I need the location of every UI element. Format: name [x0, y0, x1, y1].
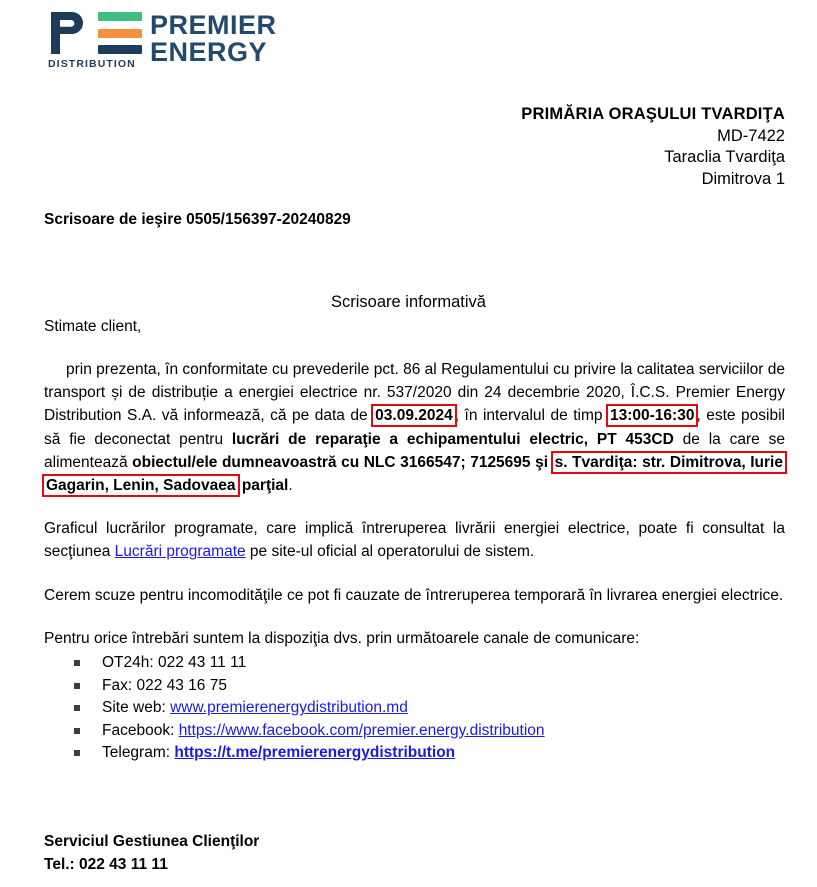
contact-value: 022 43 11 11	[158, 654, 247, 672]
paragraph-apology: Cerem scuze pentru incomodităţile ce pot fi cauzate de întreruperea temporară în livrarea energiei electrice.	[44, 586, 784, 604]
paragraph-notification	[44, 358, 785, 497]
recipient-street: Dimitrova 1	[701, 169, 785, 188]
logo-wordmark-line1: PREMIER	[150, 10, 277, 40]
logo-letter-p-icon	[48, 10, 94, 56]
recipient-organization: PRIMĂRIA ORAŞULUI TVARDIŢA	[521, 105, 785, 123]
highlight-outage-time: 13:00-16:30	[610, 407, 695, 425]
outgoing-letter-reference: Scrisoare de ieşire 0505/156397-20240829	[44, 211, 351, 228]
logo-distribution-text: DISTRIBUTION	[48, 58, 136, 70]
premier-energy-logo-mark	[44, 8, 142, 70]
recipient-locality: Taraclia Tvardiţa	[664, 148, 785, 166]
letterhead-logo	[44, 8, 277, 70]
logo-bar-orange	[98, 29, 142, 38]
square-bullet-icon	[74, 705, 80, 711]
paragraph1-bold-works: lucrări de reparaţie a echipamentului electric, PT 453CD	[231, 430, 674, 448]
paragraph1-bold-partial: parţial	[237, 477, 289, 495]
contact-label: Fax:	[102, 676, 137, 694]
contact-label: Telegram:	[102, 744, 175, 762]
logo-bar-green	[98, 12, 142, 21]
recipient-postcode: MD-7422	[717, 126, 785, 145]
paragraph-schedule	[44, 517, 785, 563]
highlight-outage-date: 03.09.2024	[375, 407, 453, 425]
salutation: Stimate client,	[44, 318, 142, 335]
paragraph2-part2: pe site-ul oficial al operatorului de sistem.	[245, 543, 535, 561]
list-item	[74, 652, 785, 675]
document-title: Scrisoare informativă	[331, 293, 486, 311]
recipient-address-block	[521, 104, 785, 190]
contact-channels-list	[44, 652, 785, 765]
paragraph1-part1: prin prezenta, în conformitate cu prevederile pct. 86 al Regulamentului cu privire la calitatea serviciilor de transport și de distribuție a energiei electrice nr. 537/2020 din 24 decembrie 2020, Î.C.S. Premier Energy Distribution S.A. vă informează, că pe data de	[44, 361, 785, 425]
square-bullet-icon	[74, 660, 80, 666]
highlight-affected-streets: s. Tvardiţa: str. Dimitrova, Iurie Gagarin, Lenin, Sadovaea	[46, 453, 783, 495]
list-item	[74, 697, 785, 720]
logo-wordmark-line2: ENERGY	[150, 37, 268, 67]
paragraph2-part1: Graficul lucrărilor programate, care implică întreruperea livrării energiei electrice, poate fi consultat la secţiunea	[44, 520, 785, 561]
contact-label: Site web:	[102, 699, 171, 717]
facebook-link[interactable]: https://www.facebook.com/premier.energy.distribution	[178, 721, 545, 739]
logo-letter-e-bars-icon	[98, 12, 142, 54]
contact-label: OT24h:	[102, 654, 158, 672]
list-item	[74, 742, 785, 765]
paragraph1-part4: de la care se alimentează	[44, 430, 785, 471]
signature-block	[44, 830, 259, 876]
list-item	[74, 720, 785, 743]
logo-wordmark	[150, 12, 277, 66]
website-link[interactable]: www.premierenergydistribution.md	[170, 699, 408, 717]
list-item	[74, 675, 785, 698]
signature-phone: Tel.: 022 43 11 11	[44, 856, 168, 873]
paragraph1-part2: , în intervalul de timp	[454, 407, 608, 425]
planned-works-link[interactable]: Lucrări programate	[114, 543, 246, 561]
paragraph1-part3: , este posibil să fie deconectat pentru	[44, 407, 785, 448]
contact-value: 022 43 16 75	[136, 676, 227, 694]
signature-department: Serviciul Gestiunea Clienţilor	[44, 833, 260, 850]
telegram-link[interactable]: https://t.me/premierenergydistribution	[174, 744, 456, 762]
contact-label: Facebook:	[102, 721, 179, 739]
square-bullet-icon	[74, 750, 80, 756]
paragraph1-part5: .	[288, 477, 293, 495]
logo-bar-navy	[98, 45, 142, 54]
letter-body	[44, 358, 785, 765]
square-bullet-icon	[74, 728, 80, 734]
contacts-intro: Pentru orice întrebări suntem la dispoziţia dvs. prin următoarele canale de comunicare:	[44, 629, 640, 647]
paragraph1-bold-nlc: obiectul/ele dumneavoastră cu NLC 3166547; 7125695 şi	[132, 453, 553, 471]
square-bullet-icon	[74, 683, 80, 689]
